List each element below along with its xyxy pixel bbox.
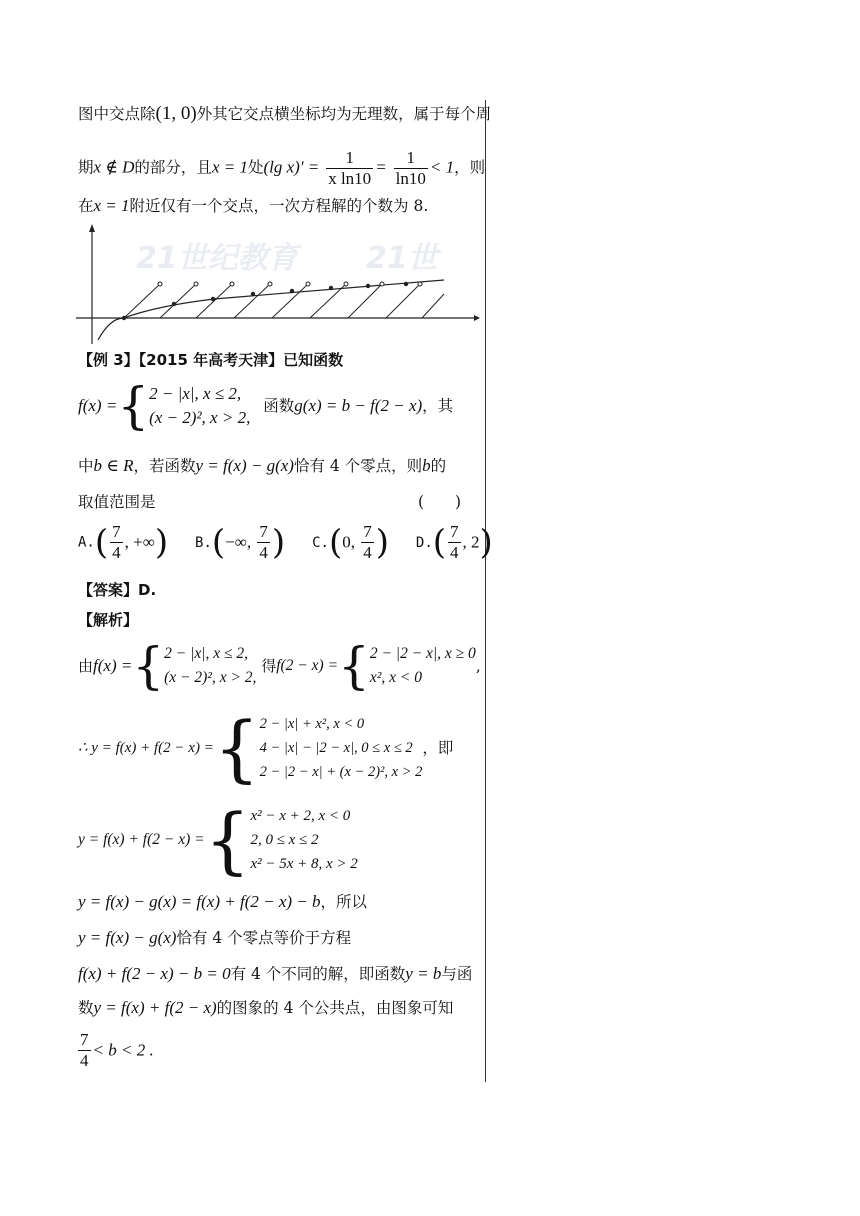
math: y = f(x) + f(2 − x) [93, 998, 217, 1017]
option-d-rest: , 2 [462, 532, 480, 552]
options-row: A.( $\frac{7}{4}$ , +∞) B.(−∞, $\frac{7}{4}$ ) C.(0, $\frac{7}{4}$ ) D.( $\frac{7}{4}$ , 2) [78, 522, 493, 563]
text: 恰有 4 个零点等价于方程 [176, 929, 352, 947]
text: 图中交点除 [78, 105, 156, 123]
option-d-label: D. [415, 534, 433, 551]
numerator: 7 [450, 522, 459, 541]
text: 取值范围是 [78, 493, 156, 511]
case-3: 2 − |2 − x| + (x − 2)², x > 2 [259, 764, 423, 780]
example-title: 【例 3】【2015 年高考天津】已知函数 [78, 351, 344, 369]
fraction [361, 522, 374, 563]
fraction [78, 1030, 91, 1071]
option-b-pre: −∞, [225, 532, 256, 552]
case-2: (x − 2)², x > 2, [164, 669, 257, 686]
text: 得 [261, 657, 277, 675]
option-b-label: B. [195, 534, 212, 551]
case-1: x² − x + 2, x < 0 [250, 808, 351, 824]
fraction [394, 148, 428, 189]
math: f(x) = [78, 396, 118, 415]
numerator: 1 [394, 148, 428, 169]
sawtooth-lines [124, 284, 444, 318]
numerator: 7 [259, 522, 268, 541]
numerator: 1 [326, 148, 373, 169]
text: 在 [78, 197, 94, 215]
answer-line [78, 580, 156, 600]
example-header [78, 350, 343, 370]
analysis-title: 【解析】 [78, 611, 139, 629]
math: b [422, 456, 431, 475]
solution-step-6 [78, 964, 472, 984]
denominator: 4 [363, 543, 372, 562]
piecewise-cases [370, 642, 476, 690]
solution-step-7 [78, 998, 453, 1018]
intro-line-1 [78, 104, 491, 124]
text: 函数 [263, 397, 295, 415]
solution-step-3: y = f(x) + f(2 − x) ={ x² − x + 2, x < 0 2, 0 ≤ x ≤ 2 x² − 5x + 8, x > 2 [78, 798, 358, 882]
open-endpoints [158, 282, 422, 286]
denominator: 4 [450, 543, 459, 562]
piecewise-cases [164, 642, 256, 690]
option-a-rest: , +∞ [124, 532, 155, 552]
case-1: 2 − |x|, x ≤ 2, [149, 384, 242, 403]
intro-line-3 [78, 196, 428, 216]
case-2: 4 − |x| − |2 − x|, 0 ≤ x ≤ 2 [259, 740, 413, 756]
text: , [475, 657, 481, 675]
text: ，则 [454, 158, 486, 177]
example-line-c [78, 492, 156, 512]
column-divider [485, 100, 486, 1082]
denominator: 4 [80, 1051, 89, 1070]
numerator: 7 [80, 1030, 89, 1049]
text: ，其 [422, 397, 454, 415]
text: ，所以 [320, 893, 368, 911]
text: ，即 [422, 739, 454, 757]
solution-step-5 [78, 928, 351, 948]
denominator: 4 [112, 543, 121, 562]
math-point: (1, 0) [155, 103, 197, 124]
text: 恰有 4 个零点，则 [293, 457, 423, 475]
intro-line-2: 期x ∉ D的部分，且x = 1处(lg x)′ = $\frac{1}{\text{x ln10}}$ = $\frac{1}{\ln 10}$ < 1，则 [78, 148, 486, 188]
text: 由 [78, 657, 94, 675]
math: y = f(x) − g(x) [195, 456, 294, 475]
math: f(2 − x) = [276, 657, 339, 674]
math: g(x) = b − f(2 − x) [294, 396, 423, 415]
math: y = f(x) − g(x) = f(x) + f(2 − x) − b [78, 892, 321, 911]
case-1: 2 − |2 − x|, x ≥ 0 [369, 645, 476, 662]
case-1: 2 − |x| + x², x < 0 [259, 716, 365, 732]
text: 期 [78, 158, 94, 177]
piecewise-cases [149, 382, 250, 430]
fraction [257, 522, 270, 563]
math: y = f(x) + f(2 − x) = [78, 831, 205, 848]
case-2: x², x < 0 [369, 669, 422, 686]
math: ∴ y = f(x) + f(2 − x) = [78, 740, 214, 756]
answer: 【答案】D. [78, 581, 157, 599]
function-definition: f(x) ={ 2 − |x|, x ≤ 2, (x − 2)², x > 2, 函数g(x) = b − f(2 − x)，其 [78, 377, 454, 435]
solution-step-2: ∴ y = f(x) + f(2 − x) ={ 2 − |x| + x², x < 0 4 − |x| − |2 − x|, 0 ≤ x ≤ 2 2 − |2 − x| + (x − 2)², x > 2 ，即 [78, 706, 454, 790]
math: f(x) = [93, 656, 133, 675]
math: y = f(x) − g(x) [78, 928, 177, 947]
text: ，若函数 [133, 457, 196, 475]
case-1: 2 − |x|, x ≤ 2, [164, 645, 249, 662]
function-graph [76, 222, 480, 344]
solution-step-1: 由f(x) ={ 2 − |x|, x ≤ 2, (x − 2)², x > 2, 得f(2 − x) ={ 2 − |2 − x|, x ≥ 0 x², x < 0 , [78, 637, 481, 695]
math: < b < 2 . [92, 1040, 154, 1060]
text: 数 [78, 999, 94, 1017]
text: 外其它交点横坐标均为无理数，属于每个周 [196, 105, 492, 123]
piecewise-cases [260, 712, 423, 784]
case-2: (x − 2)², x > 2, [149, 408, 251, 427]
fraction [326, 148, 373, 189]
text: 的图象的 4 个公共点，由图象可知 [216, 999, 454, 1017]
math: f(x) + f(2 − x) − b = 0 [78, 964, 231, 983]
analysis-line [78, 610, 138, 630]
numerator: 7 [112, 522, 121, 541]
answer-paren [418, 492, 461, 512]
math: b ∈ R [93, 456, 134, 475]
denominator: 4 [259, 543, 268, 562]
math: x = 1 [93, 196, 130, 215]
text: 中 [78, 457, 94, 475]
x-axis-arrow [474, 315, 480, 321]
denominator: ln10 [395, 169, 426, 188]
case-3: x² − 5x + 8, x > 2 [250, 856, 358, 872]
answer-blank: ( ) [418, 493, 462, 511]
option-a-label: A. [78, 534, 95, 551]
math: x ∉ D [93, 157, 135, 177]
math: (lg x)′ = [263, 157, 320, 177]
fraction [110, 522, 123, 563]
option-c-label: C. [312, 534, 329, 551]
text: 附近仅有一个交点，一次方程解的个数为 8. [129, 197, 429, 215]
text: 的部分，且 [134, 158, 212, 177]
denominator: x ln10 [328, 169, 372, 188]
text: 的 [430, 457, 447, 475]
numerator: 7 [363, 522, 372, 541]
watermark: 21世纪教育 [136, 241, 298, 276]
math: x = 1 [211, 157, 248, 177]
watermark: 21世 [366, 241, 438, 276]
math: y = b [405, 964, 442, 983]
math: < 1 [429, 157, 455, 177]
y-axis-arrow [89, 224, 95, 232]
fraction [448, 522, 461, 563]
solution-step-4 [78, 892, 367, 912]
option-c-pre: 0, [342, 532, 360, 552]
text: 处 [247, 158, 264, 177]
piecewise-cases [250, 804, 357, 876]
text: 有 4 个不同的解，即函数 [230, 965, 406, 983]
solution-conclusion [78, 1030, 154, 1074]
log-curve [98, 280, 444, 340]
case-2: 2, 0 ≤ x ≤ 2 [250, 832, 319, 848]
example-line-b [78, 456, 446, 476]
text: 与函 [441, 965, 473, 983]
